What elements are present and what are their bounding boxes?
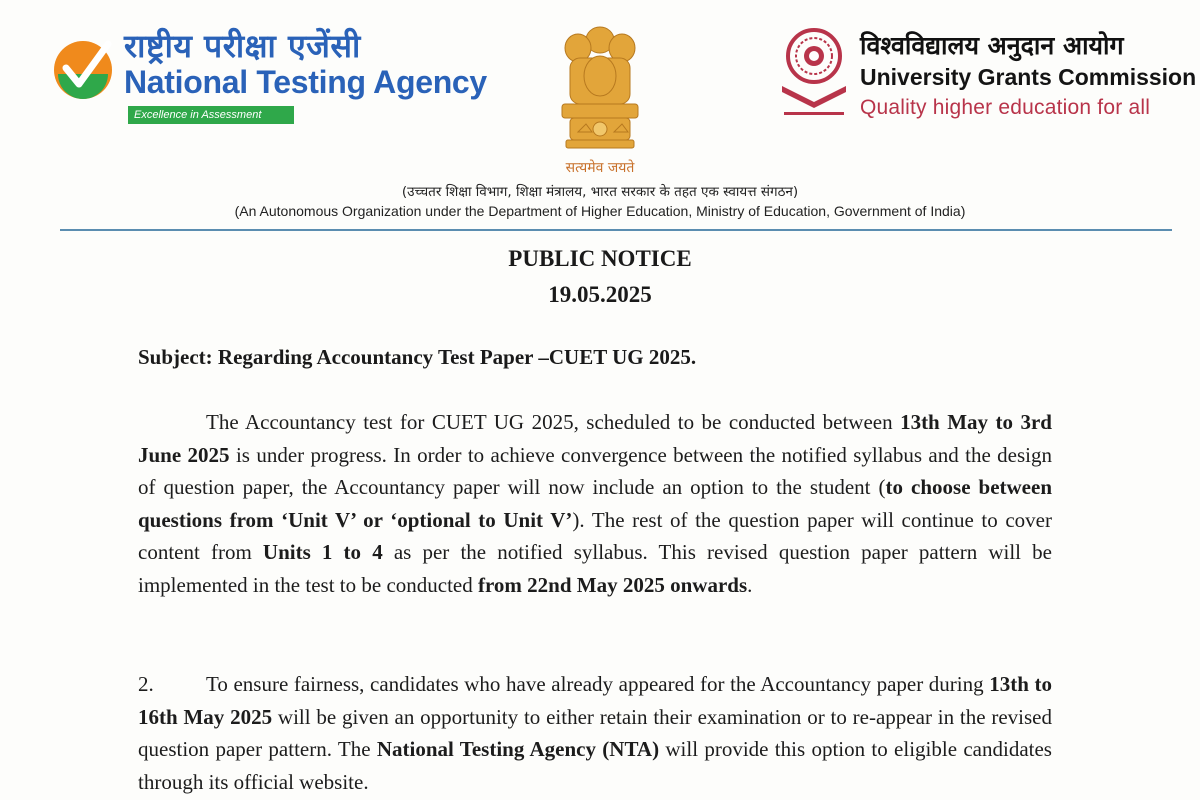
p1-bold-option: to choose between questions from ‘Unit V’ or ‘optional to Unit V’ (138, 475, 1052, 532)
p1-bold-units: Units 1 to 4 (262, 540, 383, 565)
p1-bold-effective-date: from 22nd May 2025 onwards (478, 572, 748, 597)
notice-date: 19.05.2025 (548, 282, 652, 307)
nta-name: National Testing Agency (124, 64, 487, 100)
p1-bold-dates: 13th May to 3rd June 2025 (138, 410, 1052, 467)
emblem-motto: सत्यमेव जयते (565, 160, 635, 176)
p1-text-2: is under progress. In order to achieve convergence between the notified syllabus and the design of question paper, the Accountancy paper will now include an option to the student ( (138, 442, 1052, 500)
org-description-hindi: (उच्चतर शिक्षा विभाग, शिक्षा मंत्रालय, भारत सरकार के तहत एक स्वायत्त संगठन) (401, 184, 799, 200)
p1-text-3: ). The rest of the question paper will continue to cover content from (138, 507, 1052, 565)
p2-text-3: will provide this option to eligible candidates through its official website. (138, 737, 1052, 794)
ugc-name: University Grants Commission (860, 64, 1197, 90)
org-description-english: (An Autonomous Organization under the Department of Higher Education, Ministry of Education, Government of India) (234, 203, 966, 219)
nta-logo-icon (52, 30, 114, 102)
nta-hindi-name: राष्ट्रीय परीक्षा एजेंसी (124, 27, 361, 65)
p1-text-4: as per the notified syllabus. This revised question paper pattern will be implemented in the test to be conducted (138, 540, 1052, 597)
ugc-logo-icon (778, 22, 850, 122)
p2-text-2: will be given an opportunity to either retain their examination or to re-appear in the revised question paper pattern. The (138, 704, 1052, 762)
p2-bold-dates: 13th to 16th May 2025 (138, 672, 1052, 729)
notice-title: PUBLIC NOTICE (508, 246, 692, 271)
ugc-tagline: Quality higher education for all (860, 96, 1151, 119)
ugc-hindi-name: विश्वविद्यालय अनुदान आयोग (860, 31, 1124, 60)
p2-bold-nta: National Testing Agency (NTA) (376, 737, 660, 762)
p1-text-1: The Accountancy test for CUET UG 2025, scheduled to be conducted between (206, 410, 901, 434)
notice-subject: Subject: Regarding Accountancy Test Paper –CUET UG 2025. (138, 345, 697, 369)
header-divider (60, 229, 1172, 231)
paragraph-2 (138, 668, 1052, 798)
national-emblem-icon (548, 20, 652, 165)
p2-text-1: To ensure fairness, candidates who have already appeared for the Accountancy paper during (206, 672, 990, 696)
p1-text-5: . (747, 572, 753, 597)
nta-tagline: Excellence in Assessment (128, 106, 294, 124)
paragraph-number: 2. (138, 672, 154, 696)
paragraph-1 (138, 406, 1052, 602)
